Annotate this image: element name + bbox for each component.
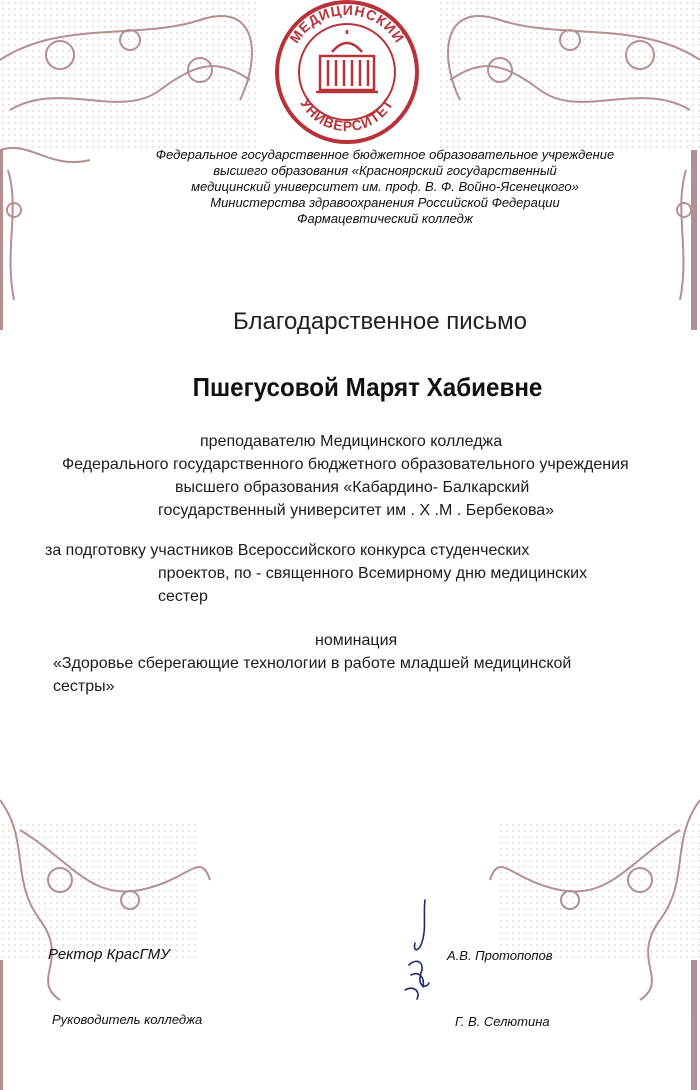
position-line-1: преподавателю Медицинского колледжа — [200, 433, 503, 450]
ornament-bottom-right — [490, 800, 700, 1090]
position-line-4: государственный университет им . Х .М . Бербекова» — [158, 502, 555, 519]
org-line-4: Министерства здравоохранения Российской Федерации — [210, 195, 560, 210]
org-line-1: Федеральное государственное бюджетное образовательное учреждение — [155, 147, 615, 162]
ornament-bottom-left — [0, 800, 210, 1090]
svg-text:УНИВЕРСИТЕТ: УНИВЕРСИТЕТ — [297, 95, 397, 135]
nomination-line-1: «Здоровье сберегающие технологии в работе младшей медицинской — [53, 655, 572, 672]
reason-line-2: проектов, по - священного Всемирному дню медицинских — [158, 565, 588, 582]
document-title: Благодарственное письмо — [232, 308, 528, 335]
university-seal — [268, 0, 426, 145]
head-title: Руководитель колледжа — [52, 1012, 203, 1027]
reason-line-1: за подготовку участников Всероссийского конкурса студенческих — [45, 542, 530, 559]
organization-header — [90, 147, 680, 227]
position-line-3: высшего образования «Кабардино- Балкарский — [175, 479, 530, 496]
nomination-label: номинация — [315, 632, 398, 649]
head-name: Г. В. Селютина — [455, 1014, 550, 1029]
handwritten-signature — [395, 895, 445, 1005]
reason-line-3: сестер — [158, 588, 208, 605]
rector-title: Ректор КрасГМУ — [48, 946, 170, 963]
rector-name: А.В. Протопопов — [447, 948, 553, 963]
nomination-line-2: сестры» — [53, 678, 115, 695]
org-line-2: высшего образования «Красноярский государственный — [213, 163, 557, 178]
org-line-3: медицинский университет им. проф. В. Ф. Войно-Ясенецкого» — [191, 179, 579, 194]
org-line-5: Фармацевтический колледж — [297, 211, 473, 226]
svg-text:МЕДИЦИНСКИЙ: МЕДИЦИНСКИЙ — [286, 1, 408, 46]
position-line-2: Федерального государственного бюджетного образовательного учреждения — [62, 456, 629, 473]
recipient-name: Пшегусовой Марят Хабиевне — [192, 372, 543, 402]
